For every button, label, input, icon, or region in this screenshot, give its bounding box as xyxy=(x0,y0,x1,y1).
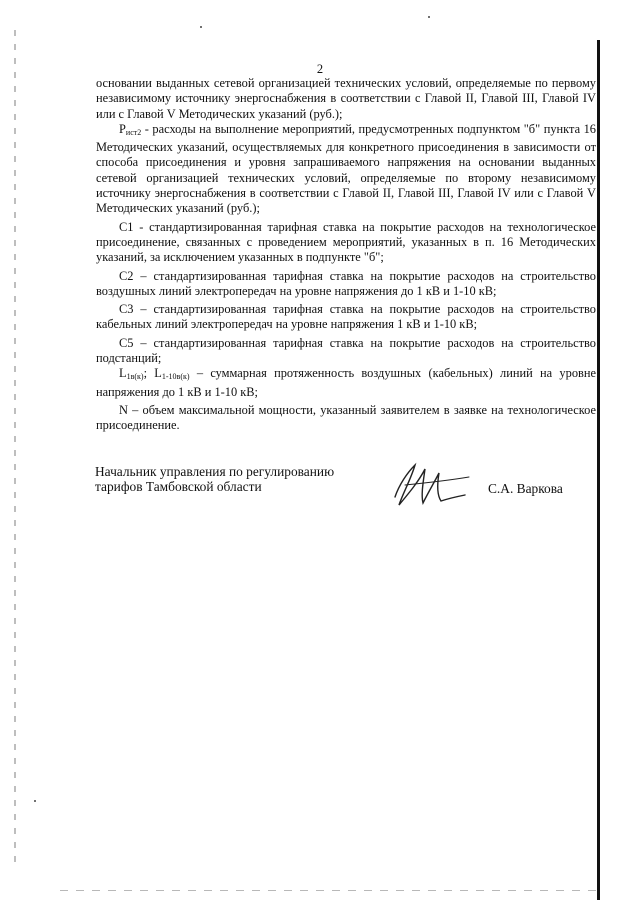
position-line: тарифов Тамбовской области xyxy=(95,479,262,494)
paragraph: С2 – стандартизированная тарифная ставка на покрытие расходов на строительство воздушных линий электропередач на уровне напряжения до 1 кВ и 1-10 кВ; xyxy=(96,268,596,298)
signatory-name: С.А. Варкова xyxy=(488,481,563,496)
paragraph: С5 – стандартизированная тарифная ставка на покрытие расходов на строительство подстанций; xyxy=(96,335,596,366)
scan-speck xyxy=(428,16,430,18)
signatory-position xyxy=(95,464,395,494)
scan-bottom-edge xyxy=(60,890,600,891)
paragraph: основании выданных сетевой организацией технических условий, определяемые по первому независимому источнику энергоснабжения в соответствии с Главой II, Главой III, Главой IV или с Главой V Методических указаний (руб.); xyxy=(96,76,596,121)
paragraph: С3 – стандартизированная тарифная ставка на покрытие расходов на строительство кабельных линий электропередач на уровне напряжения 1 кВ и 1-10 кВ; xyxy=(96,302,596,332)
position-line: Начальник управления по регулированию xyxy=(95,464,335,479)
page-number: 2 xyxy=(316,62,324,76)
paragraph: $P_{ист2}$ - расходы на выполнение мероприятий, предусмотренных подпунктом "б" пункта 16 Методических указаний, осуществляемых для конкретного присоединения в зависимости от способа присоединения и уровня запрашиваемого напряжения на основании выданных сетевой организацией технических условий, определяемые по второму независимому источнику энергоснабжения в соответствии с Главой II, Главой III, Главой IV или с Главой V Методических указаний (руб.); xyxy=(96,121,596,216)
handwritten-signature xyxy=(385,455,475,515)
scan-speck xyxy=(200,26,202,28)
paragraph: С1 - стандартизированная тарифная ставка на покрытие расходов на технологическое присоединение, связанных с проведением мероприятий, указанных в п. 16 Методических указаний, за исключением указанных в подпункте "б"; xyxy=(96,219,596,265)
paragraph: N – объем максимальной мощности, указанный заявителем в заявке на технологическое присоединение. xyxy=(96,402,596,433)
scan-right-edge xyxy=(597,40,600,900)
paragraph: $L_{1в(к)}$; $L_{1-10в(к)}$ – суммарная протяженность воздушных (кабельных) линий на уровне напряжения до 1 кВ и 1-10 кВ; xyxy=(96,366,597,399)
document-body xyxy=(96,76,596,434)
scan-left-edge xyxy=(14,30,16,870)
scan-speck xyxy=(34,800,36,802)
